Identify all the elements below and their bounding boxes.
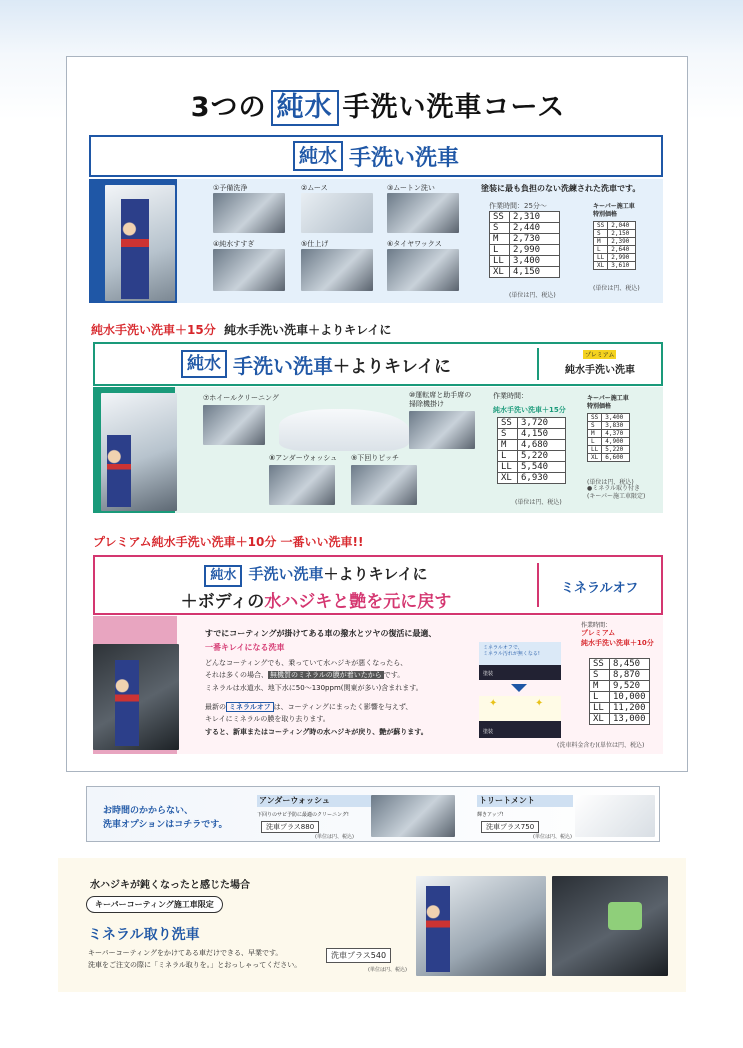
table-row bbox=[590, 659, 650, 670]
s3-diagram-label: 塗装 bbox=[483, 671, 494, 677]
price-cell: 2,150 bbox=[608, 230, 636, 238]
page-title bbox=[67, 85, 689, 126]
table-row bbox=[594, 222, 636, 230]
s2-keeper-table bbox=[587, 413, 630, 462]
size-cell: LL bbox=[498, 462, 518, 473]
price-cell: 6,600 bbox=[602, 454, 630, 462]
s3-time2: 純水手洗い洗車＋10分 bbox=[581, 639, 654, 647]
s1-keeper-title: キーパー施工車 特別価格 bbox=[593, 203, 635, 218]
price-cell: 4,150 bbox=[518, 429, 566, 440]
s3-time-label: 作業時間： bbox=[581, 622, 612, 629]
s3-diagram-after bbox=[479, 696, 561, 738]
s1-step-5-photo bbox=[301, 249, 373, 291]
s3-heading-box: 純水 bbox=[204, 565, 242, 587]
option-treatment-unit: (単位は円、税込) bbox=[533, 834, 572, 840]
size-cell: L bbox=[594, 246, 608, 254]
price-cell: 3,610 bbox=[608, 262, 636, 270]
s2-keeper-unit: (単位は円、税込) bbox=[587, 479, 634, 486]
price-cell: 10,000 bbox=[610, 692, 650, 703]
s3-diagram-label-after: 塗装 bbox=[483, 729, 494, 735]
s3-heading-line2 bbox=[95, 587, 537, 612]
s3-heading-text: 手洗い洗車 bbox=[248, 565, 324, 583]
s1-step-6-photo bbox=[387, 249, 459, 291]
price-cell: 2,440 bbox=[510, 223, 560, 234]
size-cell: XL bbox=[590, 714, 610, 725]
table-row bbox=[588, 446, 630, 454]
s1-keeper-unit: (単位は円、税込) bbox=[593, 285, 640, 292]
s1-time: 作業時間：25分～ bbox=[489, 202, 547, 210]
size-cell: S bbox=[490, 223, 510, 234]
price-cell: 3,830 bbox=[602, 422, 630, 430]
title-box: 純水 bbox=[271, 90, 339, 126]
s3-lead: すでにコーティングが掛けてある車の撥水とツヤの復活に最適、 bbox=[205, 629, 437, 638]
size-cell: M bbox=[590, 681, 610, 692]
table-row bbox=[498, 440, 566, 451]
table-row bbox=[588, 454, 630, 462]
table-row bbox=[490, 245, 560, 256]
s2-item-10-photo bbox=[409, 411, 475, 449]
mineral-title: ミネラル取り洗車 bbox=[88, 927, 200, 943]
s3-staff-figure bbox=[115, 660, 139, 746]
s2-item-9: ⑨下回りピッチ bbox=[351, 454, 399, 462]
price-cell: 2,310 bbox=[510, 212, 560, 223]
size-cell: L bbox=[590, 692, 610, 703]
s1-keeper-table bbox=[593, 221, 636, 270]
mineral-desc2: 洗車をご注文の際に「ミネラル取りを。」とおっしゃってください。 bbox=[88, 961, 302, 969]
s3-diagram-before bbox=[479, 642, 561, 680]
s2-heading-text: 手洗い洗車 bbox=[233, 353, 333, 378]
price-cell: 6,930 bbox=[518, 473, 566, 484]
table-row bbox=[490, 267, 560, 278]
s2-time: 純水手洗い洗車＋15分 bbox=[493, 406, 566, 414]
s3-body4 bbox=[205, 702, 412, 712]
table-row bbox=[590, 670, 650, 681]
s1-heading-box: 純水 bbox=[293, 141, 343, 171]
s1-step-3: ③ムートン洗い bbox=[387, 184, 435, 192]
s2-item-9-photo bbox=[351, 465, 417, 505]
s1-price-table bbox=[489, 211, 560, 278]
s2-item-8: ⑧アンダーウォッシュ bbox=[269, 454, 338, 462]
s2-ribbon-black: 純水手洗い洗車＋よりキレイに bbox=[224, 323, 392, 337]
price-cell: 5,220 bbox=[518, 451, 566, 462]
price-cell: 2,730 bbox=[510, 234, 560, 245]
table-row bbox=[588, 430, 630, 438]
price-cell: 8,450 bbox=[610, 659, 650, 670]
car-icon bbox=[279, 409, 409, 451]
s1-unit: (単位は円、税込) bbox=[509, 292, 556, 299]
price-cell: 11,200 bbox=[610, 703, 650, 714]
size-cell: LL bbox=[590, 703, 610, 714]
mineral-tag: キーパーコーティング施工車限定 bbox=[86, 896, 223, 913]
divider bbox=[537, 563, 539, 607]
table-row bbox=[490, 234, 560, 245]
price-cell: 4,370 bbox=[602, 430, 630, 438]
s1-step-2: ②ムース bbox=[301, 184, 328, 192]
table-row bbox=[594, 254, 636, 262]
table-row bbox=[590, 714, 650, 725]
size-cell: XL bbox=[594, 262, 608, 270]
price-cell: 2,640 bbox=[608, 246, 636, 254]
s2-unit: (単位は円、税込) bbox=[515, 499, 562, 506]
s3-body3: ミネラルは水道水、地下水に50～130ppm(関東が多い)含まれます。 bbox=[205, 684, 423, 692]
s3-body2c: です。 bbox=[383, 671, 405, 679]
mineral-question: 水ハジキが鈍くなったと感じた場合 bbox=[90, 880, 250, 891]
size-cell: M bbox=[588, 430, 602, 438]
table-row bbox=[588, 414, 630, 422]
table-row bbox=[594, 246, 636, 254]
table-row bbox=[498, 429, 566, 440]
s2-heading-main bbox=[95, 344, 537, 384]
table-row bbox=[498, 451, 566, 462]
s3-heading-line1 bbox=[95, 563, 537, 587]
size-cell: M bbox=[490, 234, 510, 245]
s1-step-1: ①予備洗浄 bbox=[213, 184, 248, 192]
title-pre: 3つの bbox=[190, 92, 267, 123]
table-row bbox=[588, 438, 630, 446]
s3-time1: プレミアム bbox=[581, 629, 616, 637]
s3-body4c: は、コーティングにまったく影響を与えず、 bbox=[273, 703, 413, 711]
size-cell: L bbox=[498, 451, 518, 462]
s2-item-10: ⑩運転席と助手席の 掃除機掛け bbox=[409, 391, 472, 408]
price-cell: 2,390 bbox=[608, 238, 636, 246]
s3-line2b: 水ハジキと艶を元に戻す bbox=[264, 592, 452, 612]
s3-ribbon: プレミアム純水手洗い洗車＋10分 一番いい洗車!! bbox=[93, 535, 364, 549]
option-treatment-price: 洗車プラス750 bbox=[481, 821, 539, 833]
s1-step-2-photo bbox=[301, 193, 373, 233]
s2-time-label: 作業時間： bbox=[493, 392, 528, 400]
size-cell: M bbox=[594, 238, 608, 246]
price-cell: 2,040 bbox=[608, 222, 636, 230]
s2-side-badge: プレミアム bbox=[585, 352, 615, 359]
price-cell: 4,150 bbox=[510, 267, 560, 278]
option-treatment-title: トリートメント bbox=[477, 795, 573, 807]
table-row bbox=[490, 212, 560, 223]
s3-body2b: 無機質のミネラルの膜が着いたから bbox=[270, 671, 382, 679]
table-row bbox=[594, 262, 636, 270]
size-cell: XL bbox=[490, 267, 510, 278]
price-cell: 13,000 bbox=[610, 714, 650, 725]
s3-body5: キレイにミネラルの膜を取り去ります。 bbox=[205, 715, 330, 723]
table-row bbox=[498, 418, 566, 429]
s2-item-7-photo bbox=[203, 405, 265, 445]
price-cell: 4,680 bbox=[518, 440, 566, 451]
s2-item-7: ⑦ホイールクリーニング bbox=[203, 394, 279, 402]
price-cell: 3,400 bbox=[510, 256, 560, 267]
table-row bbox=[590, 692, 650, 703]
size-cell: SS bbox=[594, 222, 608, 230]
size-cell: LL bbox=[594, 254, 608, 262]
s3-body4b: ミネラルオフ bbox=[226, 702, 274, 712]
option-underwash-desc: 下回りのサビ予防に最適のクリーニング! bbox=[257, 812, 349, 818]
s2-ribbon bbox=[91, 321, 391, 338]
table-row bbox=[594, 238, 636, 246]
option-underwash-unit: (単位は円、税込) bbox=[315, 834, 354, 840]
s2-heading bbox=[93, 342, 663, 386]
title-post: 手洗い洗車コース bbox=[342, 92, 566, 123]
price-cell: 9,520 bbox=[610, 681, 650, 692]
s2-keeper-title: キーパー施工車 特別価格 bbox=[587, 395, 629, 410]
size-cell: SS bbox=[588, 414, 602, 422]
s1-tagline: 塗装に最も負担のない洗練された洗車です。 bbox=[481, 184, 641, 193]
size-cell: LL bbox=[588, 446, 602, 454]
s3-line2a: ＋ボディの bbox=[180, 592, 265, 612]
s2-staff-figure bbox=[107, 435, 131, 507]
size-cell: L bbox=[588, 438, 602, 446]
mineral-unit: (単位は円、税込) bbox=[368, 967, 407, 973]
size-cell: SS bbox=[590, 659, 610, 670]
size-cell: XL bbox=[498, 473, 518, 484]
size-cell: XL bbox=[588, 454, 602, 462]
table-row bbox=[594, 230, 636, 238]
s2-side-label: 純水手洗い洗車 bbox=[565, 365, 635, 376]
size-cell: S bbox=[498, 429, 518, 440]
size-cell: S bbox=[590, 670, 610, 681]
mineral-banner bbox=[58, 858, 686, 992]
s3-body4a: 最新の bbox=[205, 703, 226, 711]
s3-side-label: ミネラルオフ bbox=[561, 581, 639, 596]
option-underwash-title: アンダーウォッシュ bbox=[257, 795, 371, 807]
s3-body2 bbox=[205, 670, 404, 680]
table-row bbox=[490, 223, 560, 234]
price-cell: 5,540 bbox=[518, 462, 566, 473]
size-cell: SS bbox=[490, 212, 510, 223]
s1-step-4: ④純水すすぎ bbox=[213, 240, 255, 248]
options-intro2: 洗車オプションはコチラです。 bbox=[103, 820, 228, 830]
mineral-desc1: キーパーコーティングをかけてある車だけできる、早業です。 bbox=[88, 949, 283, 957]
s3-body6: すると、新車またはコーティング時の水ハジキが戻り、艶が蘇ります。 bbox=[205, 728, 428, 736]
s3-panel bbox=[93, 616, 663, 754]
table-row bbox=[498, 473, 566, 484]
sparkle-icon: ✦ bbox=[489, 698, 498, 709]
s2-keeper-note: ●ミネラル取り付き (キーパー施工車限定) bbox=[587, 485, 646, 500]
s3-diagram-caption: ミネラルオフで、 ミネラル汚れが無くなる! bbox=[483, 645, 540, 657]
s1-step-3-photo bbox=[387, 193, 459, 233]
option-underwash-photo bbox=[371, 795, 455, 837]
size-cell: SS bbox=[498, 418, 518, 429]
options-intro1: お時間のかからない、 bbox=[103, 806, 194, 816]
sparkle-icon: ✦ bbox=[535, 698, 544, 709]
s1-heading bbox=[89, 135, 663, 177]
s2-price-table bbox=[497, 417, 566, 484]
s1-panel bbox=[89, 179, 663, 303]
cloth-icon bbox=[608, 902, 642, 930]
size-cell: LL bbox=[490, 256, 510, 267]
option-underwash-price: 洗車プラス880 bbox=[261, 821, 319, 833]
size-cell: S bbox=[588, 422, 602, 430]
s1-staff-figure bbox=[121, 199, 149, 299]
price-cell: 3,400 bbox=[602, 414, 630, 422]
table-row bbox=[498, 462, 566, 473]
price-cell: 4,900 bbox=[602, 438, 630, 446]
option-treatment-desc: 輝きアップ! bbox=[477, 812, 504, 818]
option-treatment-photo bbox=[575, 795, 655, 837]
s3-price-table bbox=[589, 658, 650, 725]
divider bbox=[537, 348, 539, 380]
s2-ribbon-red: 純水手洗い洗車＋15分 bbox=[91, 323, 216, 337]
table-row bbox=[590, 703, 650, 714]
mineral-price: 洗車プラス540 bbox=[326, 948, 391, 963]
options-strip bbox=[86, 786, 660, 842]
table-row bbox=[588, 422, 630, 430]
table-row bbox=[590, 681, 650, 692]
s1-step-1-photo bbox=[213, 193, 285, 233]
s1-heading-text: 手洗い洗車 bbox=[349, 145, 460, 171]
s2-heading-box: 純水 bbox=[181, 350, 227, 378]
price-cell: 3,720 bbox=[518, 418, 566, 429]
arrow-down-icon bbox=[511, 684, 527, 692]
s2-item-8-photo bbox=[269, 465, 335, 505]
price-cell: 5,220 bbox=[602, 446, 630, 454]
s3-body1: どんなコーティングでも、乗っていて水ハジキが悪くなったら、 bbox=[205, 659, 408, 667]
s3-lead2: 一番キレイになる洗車 bbox=[205, 643, 285, 652]
s3-heading bbox=[93, 555, 663, 615]
s1-step-5: ⑤仕上げ bbox=[301, 240, 329, 248]
s1-step-4-photo bbox=[213, 249, 285, 291]
mineral-staff-figure bbox=[426, 886, 450, 972]
s2-heading-tail: ＋よりキレイに bbox=[333, 356, 451, 377]
size-cell: S bbox=[594, 230, 608, 238]
price-cell: 2,990 bbox=[510, 245, 560, 256]
table-row bbox=[490, 256, 560, 267]
s1-step-6: ⑥タイヤワックス bbox=[387, 240, 442, 248]
size-cell: M bbox=[498, 440, 518, 451]
price-cell: 2,990 bbox=[608, 254, 636, 262]
s2-panel bbox=[93, 387, 663, 513]
size-cell: L bbox=[490, 245, 510, 256]
price-cell: 8,870 bbox=[610, 670, 650, 681]
menu-sheet bbox=[66, 56, 688, 772]
s3-body2a: それは多くの場合、 bbox=[205, 671, 268, 679]
s3-unit: (洗車料金含む)(単位は円、税込) bbox=[557, 742, 645, 749]
s3-heading-tail: ＋よりキレイに bbox=[323, 565, 428, 583]
